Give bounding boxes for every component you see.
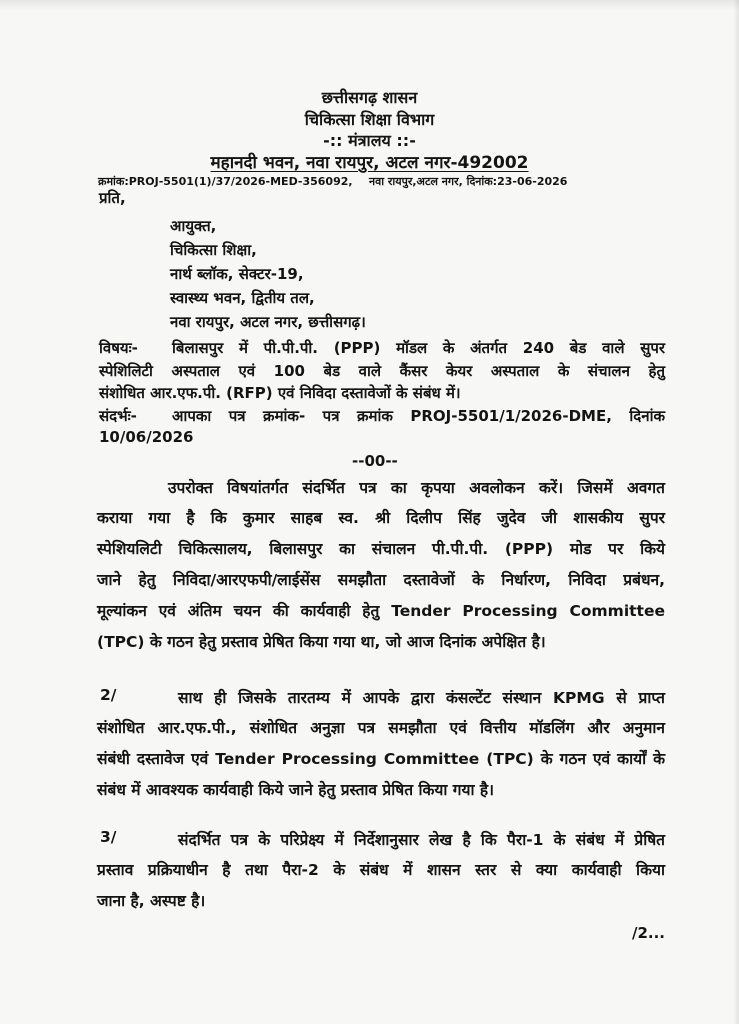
reference-label: संदर्भः- [99, 407, 137, 425]
address-line: स्वास्थ्य भवन, द्वितीय तल, [170, 289, 315, 307]
para3-line: संदर्भित पत्र के परिप्रेक्ष्य में निर्देशानुसार लेख है कि पैरा-1 के संबंध में प्रेषित [178, 831, 665, 849]
para1-line: मूल्यांकन एवं अंतिम चयन की कार्यवाही हेतु Tender Processing Committee [97, 602, 665, 620]
subject-line: बिलासपुर में पी.पी.पी. (PPP) मॉडल के अंतर्गत 240 बेड वाले सुपर [172, 339, 665, 357]
to-label: प्रति, [99, 189, 126, 207]
para2-number: 2/ [100, 686, 117, 704]
para2-line: संबंधी दस्तावेज एवं Tender Processing Committee (TPC) के गठन एवं कार्यों के [97, 750, 665, 768]
reference-line: आपका पत्र क्रमांक- पत्र क्रमांक PROJ-5501/1/2026-DME, दिनांक [172, 407, 665, 425]
subject-line: स्पेशिलिटी अस्पताल एवं 100 बेड वाले कैंसर केयर अस्पताल के संचालन हेतु [99, 362, 665, 380]
para2-line: साथ ही जिसके तारतम्य में आपके द्वारा कंसल्टेंट संस्थान KPMG से प्राप्त [178, 689, 665, 707]
address-line: चिकित्सा शिक्षा, [170, 241, 257, 259]
para2-line: संशोधित आर.एफ.पी., संशोधित अनुज्ञा पत्र समझौता एवं वित्तीय मॉडलिंग और अनुमान [97, 719, 665, 737]
para1-line: स्पेशियलिटी चिकित्सालय, बिलासपुर का संचालन पी.पी.पी. (PPP) मोड पर किये [97, 540, 665, 558]
header-department: चिकित्सा शिक्षा विभाग [304, 110, 435, 129]
header-address: महानदी भवन, नवा रायपुर, अटल नगर-492002 [210, 153, 529, 173]
para2-line: संबंध में आवश्यक कार्यवाही किये जाने हेतु प्रस्ताव प्रेषित किया गया है। [97, 781, 495, 799]
divider: --00-- [352, 452, 398, 470]
para1-line: (TPC) के गठन हेतु प्रस्ताव प्रेषित किया गया था, जो आज दिनांक अपेक्षित है। [97, 633, 546, 651]
para3-line: जाना है, अस्पष्ट है। [97, 892, 206, 910]
letter-place-date: नवा रायपुर,अटल नगर, दिनांक:23-06-2026 [369, 175, 568, 188]
letter-number: क्रमांक:PROJ-5501(1)/37/2026-MED-356092, [98, 175, 353, 188]
para3-number: 3/ [100, 828, 117, 846]
header-ministry: -:: मंत्रालय ::- [323, 131, 416, 150]
header-government: छत्तीसगढ़ शासन [321, 88, 418, 107]
subject-label: विषयः- [99, 339, 138, 357]
para1-line: कराया गया है कि कुमार साहब स्व. श्री दिलीप सिंह जुदेव जी शासकीय सुपर [97, 509, 665, 527]
para3-line: प्रस्ताव प्रक्रियाधीन है तथा पैरा-2 के संबंध में शासन स्तर से क्या कार्यवाही किया [97, 861, 665, 879]
address-line: आयुक्त, [170, 217, 217, 235]
reference-line: 10/06/2026 [99, 428, 194, 446]
next-page-marker: /2... [632, 924, 666, 942]
address-line: नार्थ ब्लॉक, सेक्टर-19, [170, 265, 304, 283]
para1-line: उपरोक्त विषयांतर्गत संदर्भित पत्र का कृपया अवलोकन करें। जिसमें अवगत [168, 479, 665, 497]
address-line: नवा रायपुर, अटल नगर, छत्तीसगढ़। [170, 313, 366, 331]
para1-line: जाने हेतु निविदा/आरएफपी/लाईसेंस समझौता दस्तावेजों के निर्धारण, निविदा प्रबंधन, [97, 571, 665, 589]
subject-line: संशोधित आर.एफ.पी. (RFP) एवं निविदा दस्तावेजों के संबंध में। [99, 384, 461, 402]
page-top-shadow [0, 0, 739, 10]
